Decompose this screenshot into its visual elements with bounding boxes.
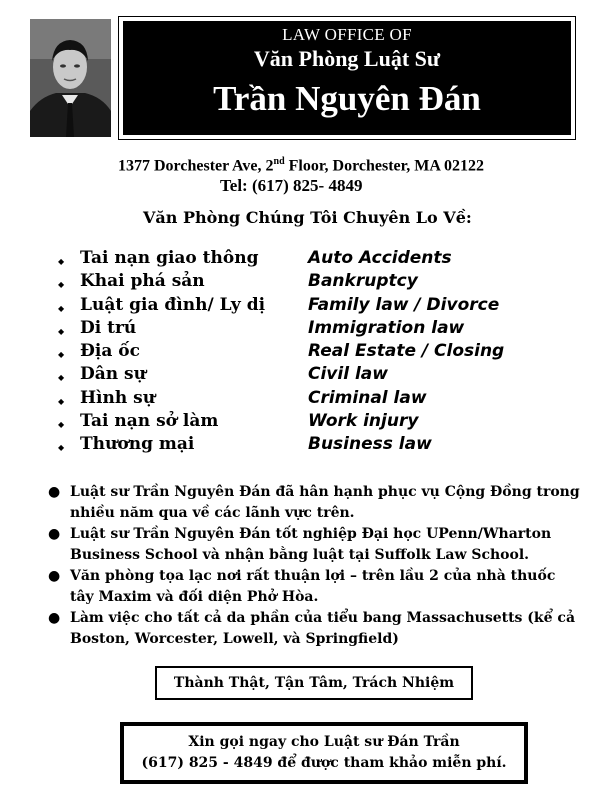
diamond-bullet-icon: ◆: [58, 279, 65, 290]
cta-line-2: (617) 825 - 4849 để được tham khảo miễn phí.: [141, 755, 507, 771]
attorney-name: Trần Nguyên Đán: [213, 79, 481, 118]
office-phone: Tel: (617) 825- 4849: [220, 176, 363, 195]
note-item: ● Luật sư Trần Nguyên Đán tốt nghiệp Đại học UPenn/Wharton Business School và nhận bằng luật tại Suffolk Law School.: [48, 526, 552, 563]
diamond-bullet-icon: ◆: [58, 349, 65, 360]
services-list: [58, 247, 578, 457]
header-banner: [118, 16, 576, 140]
office-address: 1377 Dorchester Ave, 2nd Floor, Dorchester, MA 02122: [118, 156, 485, 175]
diamond-bullet-icon: ◆: [58, 419, 65, 430]
header-law-office: LAW OFFICE OF: [282, 25, 412, 44]
attorney-photo: [30, 19, 111, 137]
note-item: ● Làm việc cho tất cả da phần của tiểu bang Massachusetts (kể cả Boston, Worcester, Lowell, và Springfield): [48, 610, 576, 647]
bullet-icon: ●: [48, 484, 61, 500]
bullet-icon: ●: [48, 610, 61, 626]
note-item: ● Luật sư Trần Nguyên Đán đã hân hạnh phục vụ Cộng Đồng trong nhiều năm qua về các lãnh vực trên.: [48, 484, 580, 521]
service-item: ◆ Tai nạn giao thông Auto Accidents: [58, 248, 452, 268]
service-item: ◆ Luật gia đình/ Ly dị Family law / Divorce: [58, 294, 500, 315]
cta-line-1: Xin gọi ngay cho Luật sư Đán Trần: [188, 734, 460, 750]
diamond-bullet-icon: ◆: [58, 325, 65, 336]
service-item: ◆ Hình sự Criminal law: [58, 387, 427, 408]
service-item: ◆ Địa ốc Real Estate / Closing: [58, 341, 505, 362]
diamond-bullet-icon: ◆: [58, 302, 65, 313]
service-item: ◆ Tai nạn sở làm Work injury: [58, 411, 419, 432]
diamond-bullet-icon: ◆: [58, 256, 65, 266]
call-to-action-box: [120, 722, 528, 784]
service-item: ◆ Dân sự Civil law: [58, 364, 388, 385]
services-heading: Văn Phòng Chúng Tôi Chuyên Lo Về:: [143, 208, 472, 227]
bullet-icon: ●: [48, 568, 61, 584]
diamond-bullet-icon: ◆: [58, 372, 65, 383]
header-vn-title: Văn Phòng Luật Sư: [253, 46, 441, 71]
note-item: ● Văn phòng tọa lạc nơi rất thuận lợi – trên lầu 2 của nhà thuốc tây Maxim và đối diện Phở Hòa.: [48, 568, 556, 605]
bullet-icon: ●: [48, 526, 61, 542]
service-item: ◆ Thương mại Business law: [58, 434, 432, 455]
info-notes: [48, 482, 580, 650]
service-item: ◆ Khai phá sản Bankruptcy: [58, 271, 418, 292]
diamond-bullet-icon: ◆: [58, 442, 65, 453]
service-item: ◆ Di trú Immigration law: [58, 317, 465, 338]
diamond-bullet-icon: ◆: [58, 395, 65, 406]
motto-box: Thành Thật, Tận Tâm, Trách Nhiệm: [155, 666, 473, 700]
